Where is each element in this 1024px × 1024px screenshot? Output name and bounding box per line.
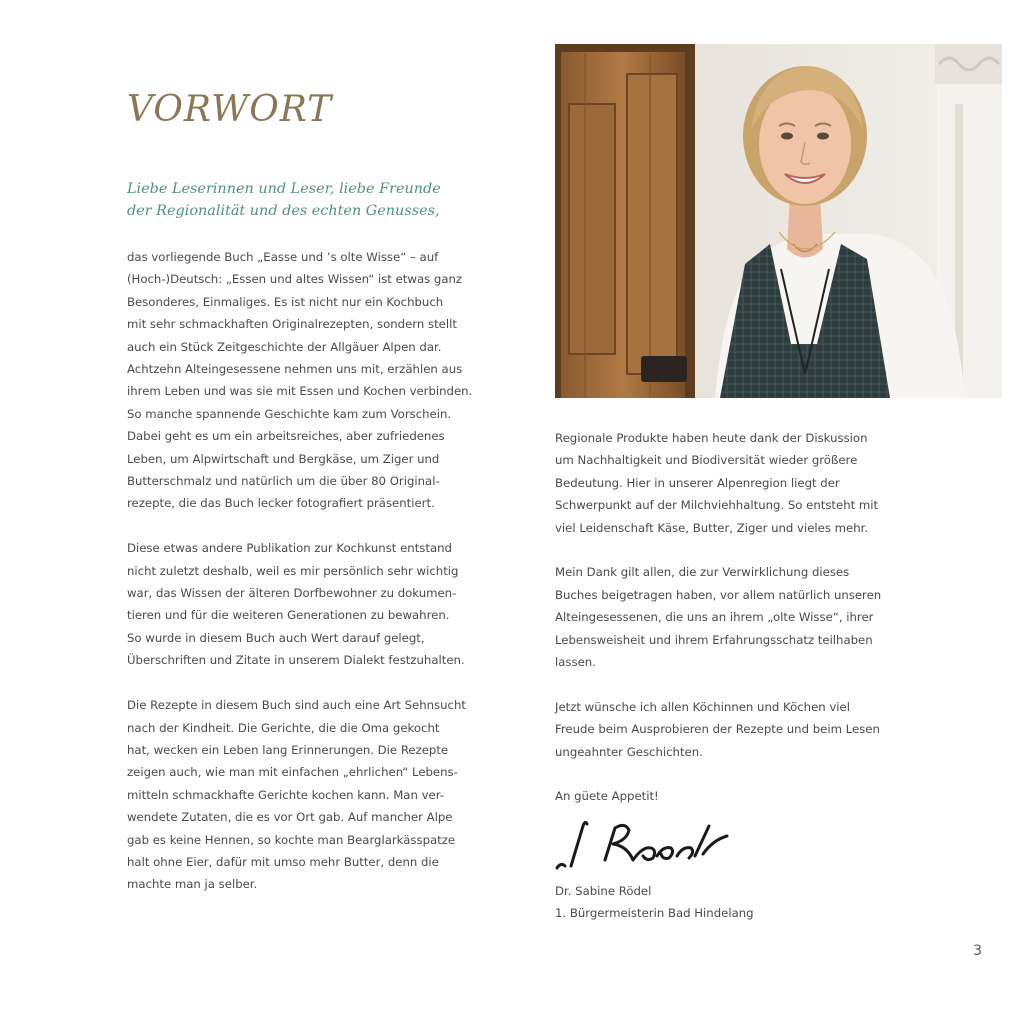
text-line: Schwerpunkt auf der Milchviehhaltung. So entsteht mit [555, 498, 879, 513]
text-line: rezepte, die das Buch lecker fotografiert präsentiert. [127, 496, 435, 511]
text-line: Überschriften und Zitate in unserem Dialekt festzuhalten. [127, 653, 465, 668]
paragraph-intro [127, 246, 527, 515]
text-line: um Nachhaltigkeit und Biodiversität wieder größere [555, 453, 858, 468]
signer-block [555, 880, 754, 925]
text-line: Alteingesessenen, die uns an ihrem „olte Wisse“, ihrer [555, 610, 874, 625]
author-photo-illustration [555, 44, 1002, 398]
signer-role: 1. Bürgermeisterin Bad Hindelang [555, 906, 754, 921]
text-line: mit sehr schmackhaften Originalrezepten, sondern stellt [127, 317, 457, 332]
text-line: Buches beigetragen haben, vor allem natürlich unseren [555, 587, 882, 602]
signer-name: Dr. Sabine Rödel [555, 884, 652, 898]
handwritten-signature [553, 816, 735, 876]
text-line: Diese etwas andere Publikation zur Kochkunst entstand [127, 541, 452, 556]
text-line: zeigen auch, wie man mit einfachen „ehrlichen“ Lebens- [127, 765, 458, 780]
right-text-column [555, 427, 975, 808]
paragraph-recipes [127, 694, 527, 896]
text-line: (Hoch-)Deutsch: „Essen und altes Wissen“ ist etwas ganz [127, 272, 463, 287]
text-line: mitteln schmackhafte Gerichte kochen kann. Man ver- [127, 787, 444, 802]
text-line: tieren und für die weiteren Generationen zu bewahren. [127, 608, 450, 623]
text-line: wendete Zutaten, die es vor Ort gab. Auf mancher Alpe [127, 810, 453, 825]
text-line: Lebensweisheit und ihrem Erfahrungsschatz teilhaben [555, 632, 873, 647]
text-line: nicht zuletzt deshalb, weil es mir persönlich sehr wichtig [127, 563, 459, 578]
text-line: So manche spannende Geschichte kam zum Vorschein. [127, 406, 452, 421]
text-line: Regionale Produkte haben heute dank der Diskussion [555, 431, 868, 445]
text-line: machte man ja selber. [127, 877, 258, 892]
text-line: So wurde in diesem Buch auch Wert darauf gelegt, [127, 630, 425, 645]
page-title: VORWORT [127, 89, 333, 130]
paragraph-closing [555, 785, 975, 807]
paragraph-thanks [555, 561, 975, 673]
text-line: auch ein Stück Zeitgeschichte der Allgäuer Alpen dar. [127, 339, 442, 354]
text-line: hat, wecken ein Leben lang Erinnerungen. Die Rezepte [127, 742, 449, 757]
salutation [127, 178, 441, 222]
text-line: Dabei geht es um ein arbeitsreiches, aber zufriedenes [127, 429, 445, 444]
text-line: Jetzt wünsche ich allen Köchinnen und Köchen viel [555, 699, 850, 714]
text-line: viel Leidenschaft Käse, Butter, Ziger und vieles mehr. [555, 520, 869, 535]
text-line: gab es keine Hennen, so kochte man Bearglarkässpatze [127, 832, 456, 847]
text-line: Leben, um Alpwirtschaft und Bergkäse, um Ziger und [127, 451, 440, 466]
text-line: Achtzehn Alteingesessene nehmen uns mit, erzählen aus [127, 362, 463, 377]
text-line: ihrem Leben und was sie mit Essen und Kochen verbinden. [127, 384, 473, 399]
text-line: Besonderes, Einmaliges. Es ist nicht nur ein Kochbuch [127, 294, 444, 309]
text-line: Freude beim Ausprobieren der Rezepte und beim Lesen [555, 722, 880, 737]
text-line: An güete Appetit! [555, 789, 659, 804]
text-line: halt ohne Eier, dafür mit umso mehr Butter, denn die [127, 854, 439, 869]
text-line: Bedeutung. Hier in unserer Alpenregion liegt der [555, 475, 840, 490]
text-line: lassen. [555, 655, 596, 670]
salutation-line: der Regionalität und des echten Genusses, [127, 203, 440, 219]
paragraph-wishes [555, 696, 975, 763]
text-line: Mein Dank gilt allen, die zur Verwirklichung dieses [555, 565, 850, 580]
text-line: war, das Wissen der älteren Dorfbewohner zu dokumen- [127, 586, 457, 601]
text-line: Butterschmalz und natürlich um die über 80 Original- [127, 474, 440, 489]
salutation-line: Liebe Leserinnen und Leser, liebe Freunde [127, 181, 441, 197]
text-line: ungeahnter Geschichten. [555, 744, 703, 759]
text-line: das vorliegende Buch „Easse und ’s olte Wisse“ – auf [127, 250, 439, 264]
page-number: 3 [973, 943, 982, 959]
text-line: nach der Kindheit. Die Gerichte, die die Oma gekocht [127, 720, 440, 735]
paragraph-regional [555, 427, 975, 539]
paragraph-publication [127, 537, 527, 671]
text-line: Die Rezepte in diesem Buch sind auch eine Art Sehnsucht [127, 698, 466, 713]
author-photo [555, 44, 1002, 398]
left-text-column [127, 246, 527, 896]
